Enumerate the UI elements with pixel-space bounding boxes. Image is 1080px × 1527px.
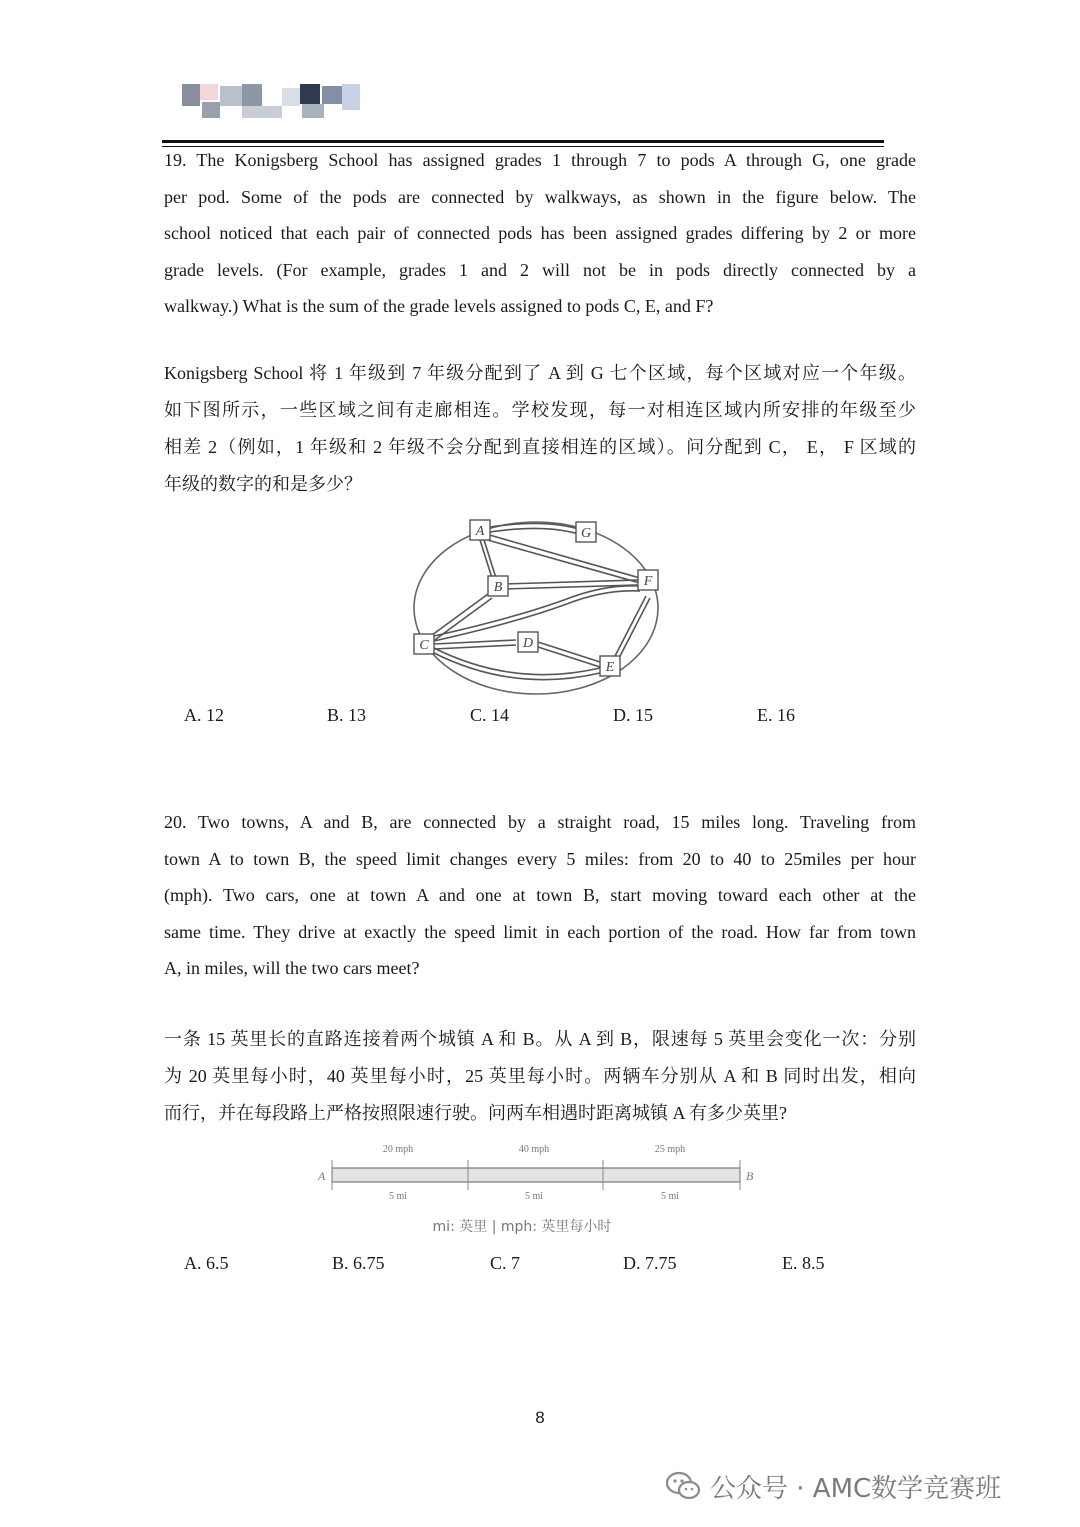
choice-c[interactable]: C. 14 [470, 705, 510, 725]
text-line: same time. They drive at exactly the speed limit in each portion of the road. How far from town [164, 921, 916, 942]
length-label: 5 mi [660, 1191, 680, 1202]
choice-b[interactable]: B. 13 [327, 705, 367, 725]
text-line: A, in miles, will the two cars meet? [164, 958, 420, 978]
node-label: B [493, 580, 503, 595]
q19-chinese-text [164, 355, 916, 503]
choice-a[interactable]: A. 6.5 [184, 1253, 229, 1273]
choice-b[interactable]: B. 6.75 [332, 1253, 385, 1273]
node-label: E [605, 660, 615, 675]
text-line: Konigsberg School 将 1 年级到 7 年级分配到了 A 到 G 七个区域，每个区域对应一个年级。 [164, 363, 916, 383]
text-line: 年级的数字的和是多少？ [164, 474, 362, 494]
town-b-label: B [746, 1169, 754, 1183]
speed-label: 20 mph [382, 1144, 414, 1155]
choice-e[interactable]: E. 16 [757, 705, 795, 725]
q20-chinese-text [164, 1021, 916, 1132]
text-line: per pod. Some of the pods are connected by walkways, as shown in the figure below. The [164, 186, 916, 207]
text-line: walkway.) What is the sum of the grade levels assigned to pods C, E, and F? [164, 296, 714, 316]
node-label: D [522, 636, 534, 651]
speed-label: 25 mph [654, 1144, 686, 1155]
page-number: 8 [535, 1408, 545, 1427]
q20-road-figure [310, 1136, 760, 1240]
text-line: 一条 15 英里长的直路连接着两个城镇 A 和 B。从 A 到 B，限速每 5 英里会变化一次：分别 [164, 1029, 916, 1049]
figure-legend: mi: 英里 | mph: 英里每小时 [432, 1219, 612, 1235]
speed-label: 40 mph [518, 1144, 550, 1155]
wechat-watermark [666, 1466, 1001, 1506]
text-line: (mph). Two cars, one at town A and one at town B, start moving toward each other at the [164, 885, 916, 905]
node-label: F [643, 574, 653, 589]
text-line: 相差 2（例如，1 年级和 2 年级不会分配到直接相连的区域）。问分配到 C， E， F 区域的 [164, 437, 916, 457]
text-line: 20. Two towns, A and B, are connected by a straight road, 15 miles long. Traveling from [164, 812, 916, 832]
choice-d[interactable]: D. 15 [613, 705, 653, 725]
choice-c[interactable]: C. 7 [490, 1253, 521, 1273]
wechat-icon [666, 1471, 700, 1501]
q19-pod-graph-figure [404, 508, 676, 700]
text-line: school noticed that each pair of connected pods has been assigned grades differing by 2 or more [164, 223, 916, 243]
choice-a[interactable]: A. 12 [184, 705, 224, 725]
choice-d[interactable]: D. 7.75 [623, 1253, 677, 1273]
watermark-text: 公众号 · AMC数学竞赛班 [710, 1473, 1002, 1504]
text-line: town A to town B, the speed limit changes every 5 miles: from 20 to 40 to 25miles per hour [164, 848, 916, 869]
town-a-label: A [318, 1169, 326, 1183]
text-line: 19. The Konigsberg School has assigned grades 1 through 7 to pods A through G, one grade [164, 150, 916, 170]
q19-english-text [164, 142, 916, 325]
text-line: 为 20 英里每小时，40 英里每小时，25 英里每小时。两辆车分别从 A 和 B 同时出发，相向 [164, 1066, 916, 1086]
node-label: G [580, 526, 592, 541]
q20-english-text [164, 804, 916, 987]
blurred-logo [182, 84, 360, 118]
length-label: 5 mi [524, 1191, 544, 1202]
text-line: grade levels. (For example, grades 1 and 2 will not be in pods directly connected by a [164, 259, 916, 280]
choice-e[interactable]: E. 8.5 [782, 1253, 825, 1273]
length-label: 5 mi [388, 1191, 408, 1202]
text-line: 而行，并在每段路上严格按照限速行驶。问两车相遇时距离城镇 A 有多少英里? [164, 1103, 787, 1123]
text-line: 如下图所示，一些区域之间有走廊相连。学校发现，每一对相连区域内所安排的年级至少 [164, 400, 916, 420]
node-label: C [419, 638, 429, 653]
node-label: A [475, 524, 485, 539]
